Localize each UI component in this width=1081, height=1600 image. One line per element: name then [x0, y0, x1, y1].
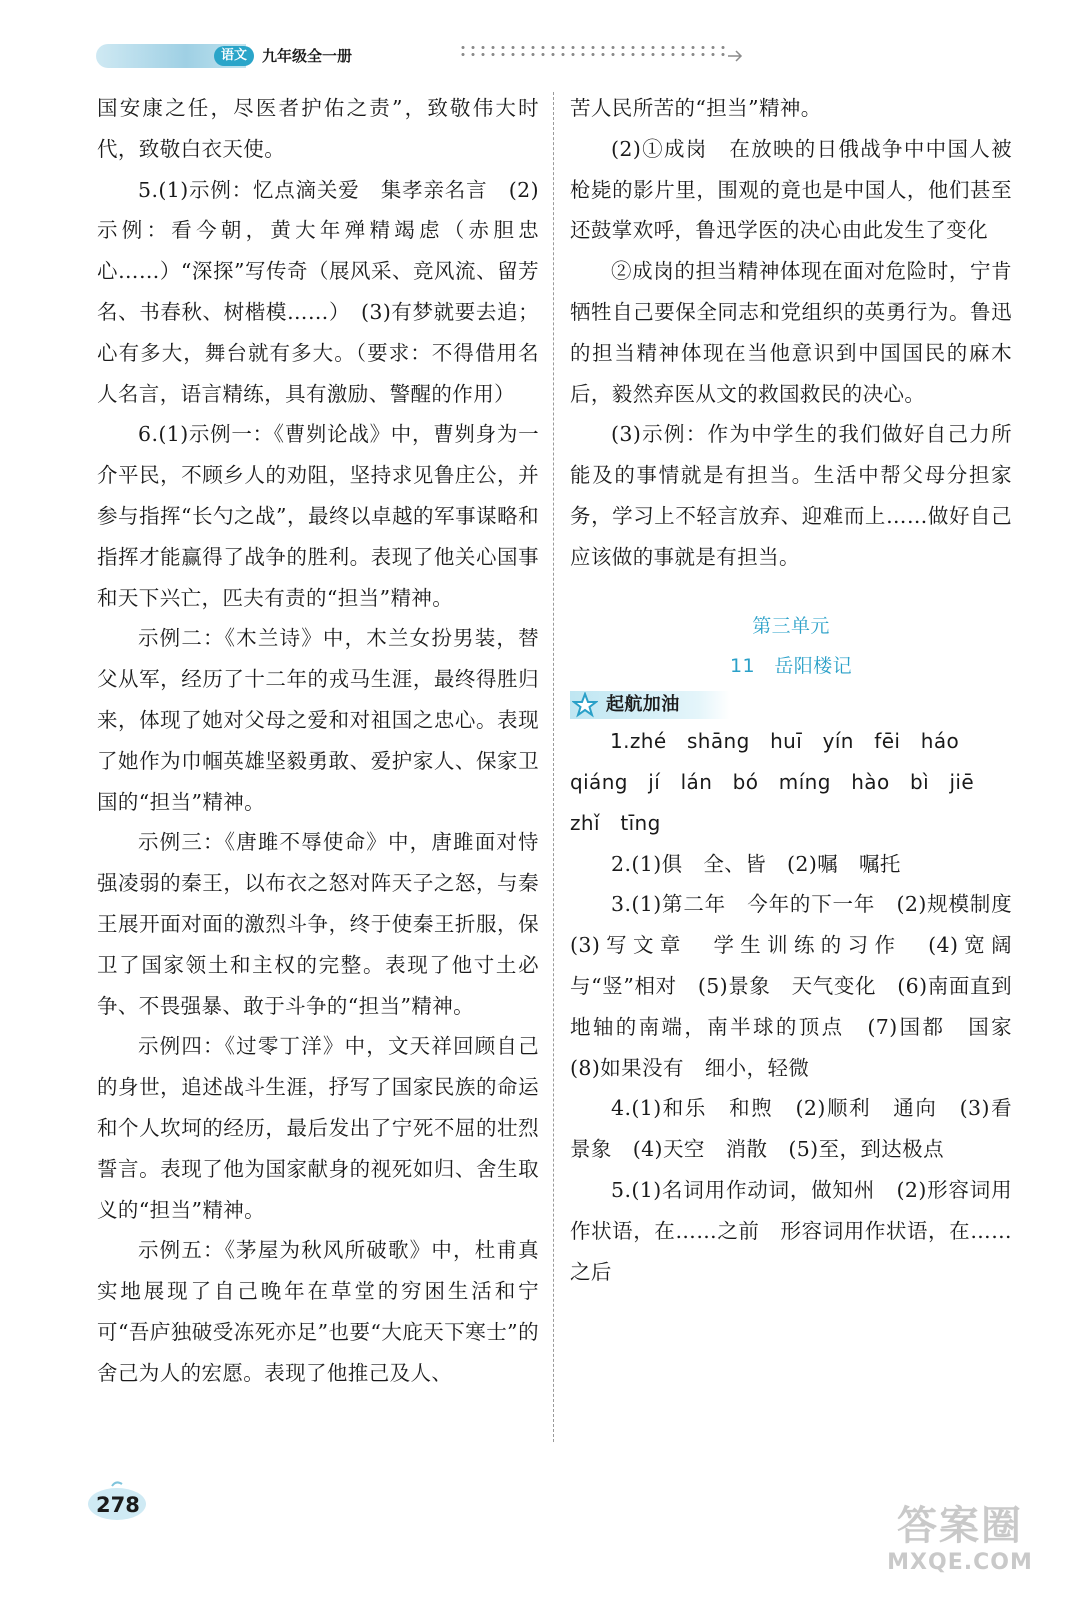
right-column-bottom [570, 844, 1033, 1293]
watermark-url: MXQE.COM [887, 1550, 1033, 1575]
paragraph: 示例三：《唐雎不辱使命》中，唐雎面对恃强凌弱的秦王，以布衣之怒对阵天子之怒，与秦王展开面对面的激烈斗争，终于使秦王折服，保卫了国家领土和主权的完整。表现了他寸土必争、不畏强暴、敢于斗争的“担当”精神。 [97, 830, 539, 1018]
right-column [570, 88, 1033, 1292]
paragraph: (2)①成岗 在放映的日俄战争中中国人被枪毙的影片里，围观的竟也是中国人，他们甚至还鼓掌欢呼，鲁迅学医的决心由此发生了变化 [570, 136, 1012, 243]
watermark-logo: 答案圈 [897, 1503, 1023, 1549]
subject-badge: 语文 [214, 46, 254, 66]
paragraph: 3.(1)第二年 今年的下一年 (2)规模制度 (3)写文章 学生训练的习作 (4)宽阔 与“竖”相对 (5)景象 天气变化 (6)南面直到 地轴的南端，南半球的顶点 (7)国都 国家 (8)如果没有 细小，轻微 [570, 892, 1033, 1080]
paragraph: 5.(1)示例：忆点滴关爱 集孝亲名言 (2)示例：看今朝，黄大年殚精竭虑（赤胆忠心……）“深探”写传奇（展风采、竞风流、留芳名、书春秋、树楷模……） (3)有梦就要去追；心有多大，舞台就有多大。（要求：不得借用名人名言，语言精练，具有激励、警醒的作用） [97, 177, 539, 406]
right-column-top [570, 88, 1012, 578]
paragraph: 苦人民所苦的“担当”精神。 [570, 96, 822, 120]
pinyin-line: zhǐ tīng [570, 810, 661, 835]
page-number: 278 [96, 1493, 140, 1517]
paragraph: 示例五：《茅屋为秋风所破歌》中，杜甫真实地展现了自己晚年在草堂的穷困生活和宁可“吾庐独破受冻死亦足”也要“大庇天下寒士”的舍己为人的宏愿。表现了他推己及人、 [97, 1238, 539, 1385]
header-dotted-line [458, 46, 726, 66]
paragraph: 4.(1)和乐 和煦 (2)顺利 通向 (3)看 景象 (4)天空 消散 (5)至，到达极点 [570, 1096, 1033, 1162]
lesson-title: 11 岳阳楼记 [730, 655, 852, 678]
star-icon [572, 692, 598, 718]
pinyin-line: qiáng jí lán bó míng hào bì jiē [570, 769, 975, 794]
paragraph: ②成岗的担当精神体现在面对危险时，宁肯牺牲自己要保全同志和党组织的英勇行为。鲁迅的担当精神体现在当他意识到中国国民的麻木后，毅然弃医从文的救国救民的决心。 [570, 259, 1012, 406]
paragraph: 2.(1)俱 全、皆 (2)嘱 嘱托 [611, 851, 901, 876]
section-tag [570, 691, 730, 719]
paragraph: 5.(1)名词用作动词，做知州 (2)形容词用作状语，在……之前 形容词用作状语，在……之后 [570, 1177, 1012, 1284]
paragraph: (3)示例：作为中学生的我们做好自己力所能及的事情就是有担当。生活中帮父母分担家务，学习上不轻言放弃、迎难而上……做好自己应该做的事就是有担当。 [570, 422, 1012, 569]
paragraph: 6.(1)示例一：《曹刿论战》中，曹刿身为一介平民，不顾乡人的劝阻，坚持求见鲁庄公，并参与指挥“长勺之战”，最终以卓越的军事谋略和指挥才能赢得了战争的胜利。表现了他关心国事和天下兴亡，匹夫有责的“担当”精神。 [97, 422, 539, 610]
section-tag-label: 起航加油 [606, 694, 680, 716]
grade-label: 九年级全一册 [262, 47, 353, 65]
pinyin-line: 1.zhé shāng huī yín fēi háo [610, 729, 960, 754]
arrow-right-icon [726, 46, 746, 66]
page-header [0, 0, 1081, 80]
paragraph: 示例二：《木兰诗》中，木兰女扮男装，替父从军，经历了十二年的戎马生涯，最终得胜归来，体现了她对父母之爱和对祖国之忠心。表现了她作为巾帼英雄坚毅勇敢、爱护家人、保家卫国的“担当”精神。 [97, 626, 539, 814]
paragraph: 国安康之任，尽医者护佑之责”，致敬伟大时代，致敬白衣天使。 [97, 96, 539, 161]
watermark [870, 1502, 1050, 1582]
paragraph: 示例四：《过零丁洋》中，文天祥回顾自己的身世，追述战斗生涯，抒写了国家民族的命运和个人坎坷的经历，最后发出了宁死不屈的壮烈誓言。表现了他为国家献身的视死如归、舍生取义的“担当”精神。 [97, 1034, 539, 1222]
left-column [97, 88, 539, 1394]
unit-title: 第三单元 [752, 614, 830, 637]
column-divider [553, 92, 554, 1442]
pinyin-block [570, 721, 1012, 843]
